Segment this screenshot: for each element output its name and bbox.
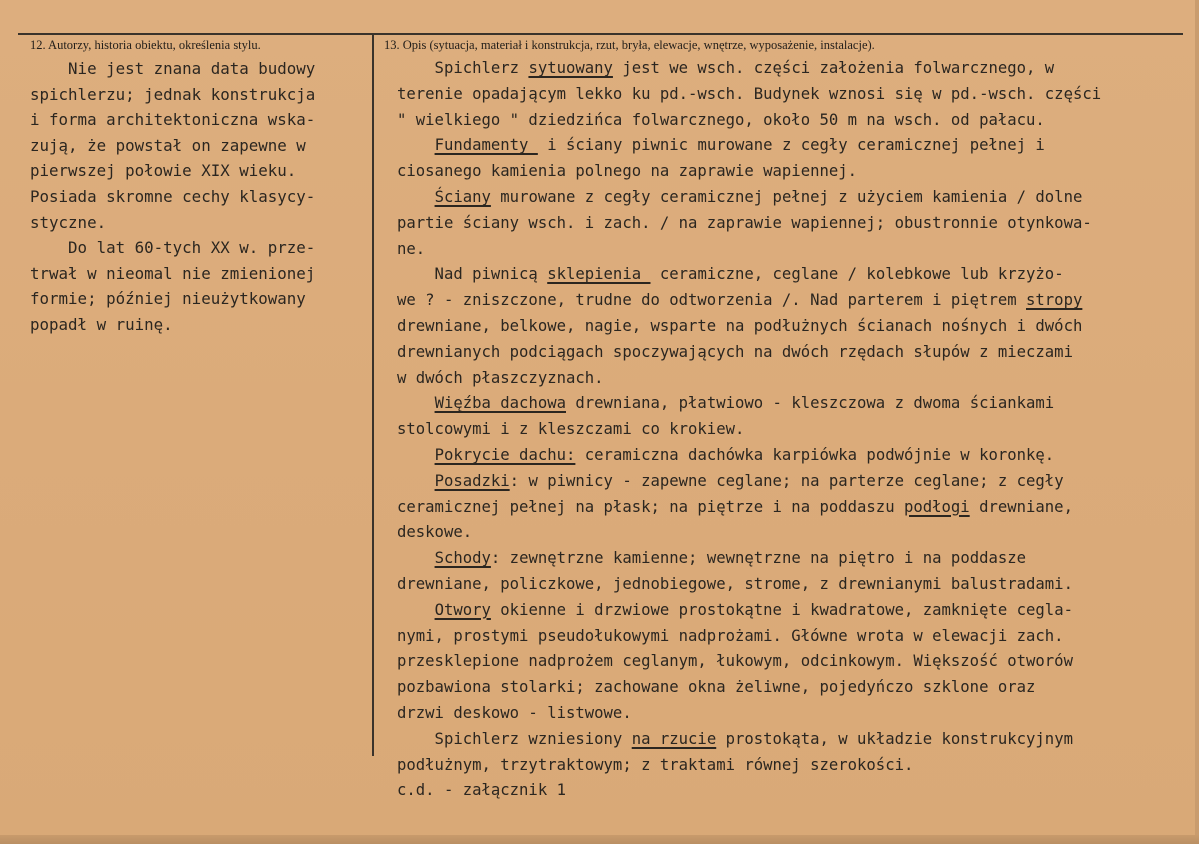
- text-segment: ceramicznej pełnej na płask; na piętrze i na poddaszu: [397, 497, 904, 516]
- text-segment: [397, 446, 435, 464]
- text-segment: deskowe.: [397, 523, 473, 542]
- text-segment: [397, 472, 435, 490]
- text-segment: " wielkiego " dziedzińca folwarcznego, około 50 m na wsch. od pałacu.: [397, 110, 1045, 129]
- card-right-edge: [1195, 0, 1199, 844]
- text-segment: Nad piwnicą: [397, 265, 548, 284]
- text-line: [397, 624, 1187, 650]
- text-segment: ceramiczna dachówka karpiówka podwójnie w koronkę.: [575, 445, 1055, 464]
- text-line: [397, 520, 1187, 546]
- text-segment: jest we wsch. części założenia folwarcznego, w: [612, 59, 1055, 77]
- text-segment: drewniane,: [969, 497, 1073, 516]
- text-segment: stolcowymi i z kleszczami co krokiew.: [397, 420, 745, 439]
- underlined-term: sklepienia: [547, 265, 651, 284]
- text-segment: ciosanego kamienia polnego na zaprawie wapiennej.: [397, 162, 858, 181]
- text-segment: [397, 136, 435, 154]
- text-segment: ceramiczne, ceglane / kolebkowe lub krzyżo-: [650, 265, 1064, 284]
- text-line: Do lat 60-tych XX w. prze-: [30, 238, 316, 258]
- text-line: [397, 159, 1187, 185]
- text-line: [397, 469, 1187, 495]
- text-segment: drewniane, belkowe, nagie, wsparte na podłużnych ścianach nośnych i dwóch: [397, 316, 1083, 335]
- text-line: [397, 753, 1187, 779]
- section-12-text: [30, 56, 370, 338]
- text-segment: prostokąta, w układzie konstrukcyjnym: [716, 729, 1073, 748]
- text-segment: [397, 188, 435, 206]
- text-line: [397, 108, 1187, 134]
- text-line: [397, 366, 1187, 392]
- text-segment: Spichlerz wzniesiony: [397, 729, 632, 748]
- text-segment: podłużnym, trzytraktowym; z traktami równej szerokości.: [397, 755, 914, 774]
- underlined-term: Otwory: [434, 600, 491, 619]
- text-line: [397, 649, 1187, 675]
- text-line: [397, 314, 1187, 340]
- section-13-text: [397, 56, 1187, 804]
- text-segment: drewniana, płatwiowo - kleszczowa z dwoma ściankami: [566, 394, 1055, 413]
- underlined-term: stropy: [1026, 291, 1083, 310]
- text-line: [397, 340, 1187, 366]
- text-line: [397, 675, 1187, 701]
- underlined-term: Posadzki: [434, 471, 510, 490]
- text-line: [397, 727, 1187, 753]
- section-13-heading: 13. Opis (sytuacja, materiał i konstrukcja, rzut, bryła, elewacje, wnętrze, wyposażenie, instalacje).: [384, 38, 875, 52]
- text-segment: w dwóch płaszczyznach.: [397, 368, 604, 387]
- text-segment: drzwi deskowo - listwowe.: [397, 703, 632, 722]
- top-rule: [18, 33, 1183, 35]
- text-segment: [397, 601, 435, 619]
- text-line: [397, 701, 1187, 727]
- text-line: spichlerzu; jednak konstrukcja: [30, 84, 316, 104]
- text-line: formie; później nieużytkowany: [30, 289, 306, 309]
- text-segment: terenie opadającym lekko ku pd.-wsch. Budynek wznosi się w pd.-wsch. części: [397, 84, 1102, 103]
- text-segment: drewniane, policzkowe, jednobiegowe, strome, z drewnianymi balustradami.: [397, 574, 1073, 593]
- text-segment: : zewnętrzne kamienne; wewnętrzne na piętro i na poddasze: [490, 549, 1027, 568]
- text-segment: pozbawiona stolarki; zachowane okna żeliwne, pojedyńczo szklone oraz: [397, 678, 1036, 697]
- underlined-term: sytuowany: [528, 59, 613, 77]
- underlined-term: Pokrycie dachu:: [434, 445, 576, 464]
- text-line: [397, 572, 1187, 598]
- text-line: zują, że powstał on zapewne w: [30, 135, 306, 155]
- text-line: pierwszej połowie XIX wieku.: [30, 161, 297, 181]
- text-line: [397, 211, 1187, 237]
- underlined-term: na rzucie: [631, 729, 717, 748]
- text-line: [397, 546, 1187, 572]
- text-line: [397, 262, 1187, 288]
- section-12-heading: 12. Autorzy, historia obiektu, określenia stylu.: [30, 38, 261, 52]
- text-line: [397, 237, 1187, 263]
- text-segment: [397, 394, 435, 412]
- text-line: i forma architektoniczna wska-: [30, 110, 316, 130]
- text-line: Nie jest znana data budowy: [30, 59, 316, 78]
- text-line: [397, 417, 1187, 443]
- text-line: [397, 598, 1187, 624]
- text-segment: i ściany piwnic murowane z cegły ceramicznej pełnej i: [537, 136, 1045, 155]
- text-line: [397, 185, 1187, 211]
- underlined-term: Schody: [434, 549, 491, 568]
- card-bottom-edge: [0, 835, 1199, 844]
- text-segment: nymi, prostymi pseudołukowymi nadprożami. Główne wrota w elewacji zach.: [397, 626, 1064, 645]
- text-segment: : w piwnicy - zapewne ceglane; na parterze ceglane; z cegły: [509, 471, 1064, 490]
- text-segment: okienne i drzwiowe prostokątne i kwadratowe, zamknięte cegla-: [490, 600, 1073, 619]
- text-segment: ne.: [397, 239, 426, 258]
- text-line: styczne.: [30, 212, 107, 232]
- text-segment: c.d. - załącznik 1: [397, 781, 566, 800]
- column-divider: [372, 33, 374, 756]
- text-line: Posiada skromne cechy klasycy-: [30, 186, 316, 206]
- underlined-term: podłogi: [903, 497, 970, 516]
- text-segment: [397, 549, 435, 567]
- text-line: [397, 133, 1187, 159]
- text-line: [397, 288, 1187, 314]
- text-segment: murowane z cegły ceramicznej pełnej z użyciem kamienia / dolne: [490, 187, 1083, 206]
- text-line: [397, 495, 1187, 521]
- underlined-term: Więźba dachowa: [434, 394, 566, 413]
- text-segment: we ? - zniszczone, trudne do odtworzenia /. Nad parterem i piętrem: [397, 291, 1027, 310]
- text-line: [397, 443, 1187, 469]
- text-line: [397, 391, 1187, 417]
- text-line: popadł w ruinę.: [30, 314, 173, 334]
- text-segment: partie ściany wsch. i zach. / na zaprawie wapiennej; obustronnie otynkowa-: [397, 213, 1092, 232]
- underlined-term: Fundamenty: [434, 136, 538, 155]
- text-line: [397, 56, 1187, 82]
- text-line: [397, 778, 1187, 804]
- text-segment: przesklepione nadprożem ceglanym, łukowym, odcinkowym. Większość otworów: [397, 652, 1073, 671]
- text-line: trwał w nieomal nie zmienionej: [30, 263, 316, 283]
- text-line: [397, 82, 1187, 108]
- underlined-term: Ściany: [434, 187, 491, 206]
- text-segment: drewnianych podciągach spoczywających na dwóch rzędach słupów z mieczami: [397, 342, 1073, 361]
- text-segment: Spichlerz: [397, 59, 529, 77]
